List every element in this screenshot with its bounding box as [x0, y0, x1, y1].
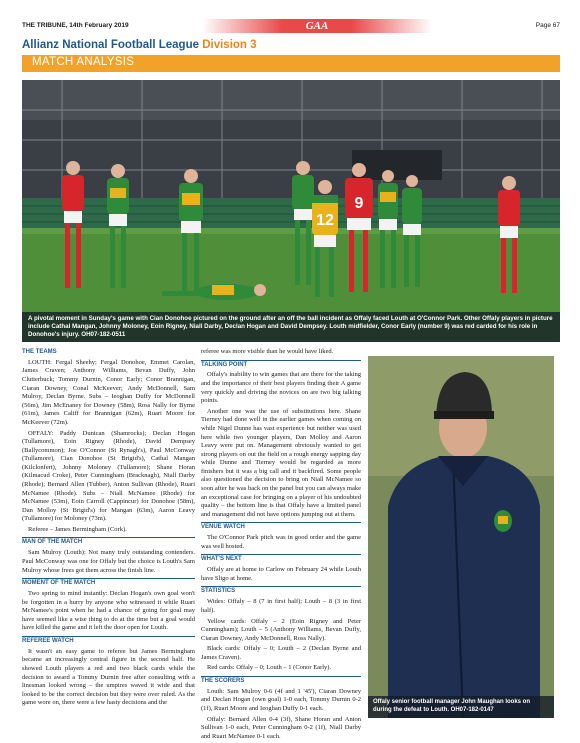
jersey-number-12: 12	[316, 212, 334, 229]
main-photo	[22, 80, 560, 342]
side-photo-illustration	[368, 356, 554, 718]
scorers-louth: Louth: Sam Mulroy 0-6 (4f and 1 '45'), Ciaran Downey and Declan Hogan (own goal) 1-0 each, Tommy Durnin 0-2 (1f), Ruari Moore and Ieoghan Duffy 0-1 each.	[201, 687, 361, 713]
moment-text: Two spring to mind instantly: Declan Hogan's own goal won't be forgotten in a hurry by anyone who witnessed it while Ruari McNamee's point when he had a chance of going for goal may have seemed like a wise thing to do at the time but a goal would have killed the game and it left the door open for Louth.	[22, 590, 195, 632]
section-banner	[22, 55, 560, 72]
column-middle	[201, 348, 361, 743]
section-label: GAA	[202, 19, 432, 33]
stats-wides: Wides: Offaly – 8 (7 in first half); Louth – 8 (3 in first half).	[201, 598, 361, 614]
section-heading-venue: VENUE WATCH	[201, 522, 361, 532]
main-photo-illustration	[22, 80, 560, 342]
continued-text: referee was more visible than he would have liked.	[201, 348, 334, 355]
stats-yellow: Yellow cards: Offaly – 2 (Eoin Rigney and Peter Cunningham); Louth – 5 (Anthony Williams, Bevan Duffy, Ciaran Downey, Andy McDonnell, Ross Nally).	[201, 617, 361, 642]
main-photo-caption: A pivotal moment in Sunday's game with Cian Donohoe pictured on the ground after an off the ball incident as Offaly faced Louth at O'Connor Park. Other Offaly players in picture include Cathal Mangan, Johnny Moloney, Eoin Rigney, Niall Darby, Declan Hogan and David Dempsey. Louth midfielder, Conor Early (number 9) was red carded for his role in Donohoe's injury. OH07-182-0511	[22, 312, 560, 342]
section-heading-motm: MAN OF THE MATCH	[22, 537, 195, 547]
referee-line: Referee – James Bermingham (Cork).	[28, 525, 127, 533]
issue-date: THE TRIBUNE, 14th February 2019	[22, 22, 129, 29]
talking-point-p2: Another one was the use of substitutions here. Shane Tierney had done well in the earlier games when coming on while Nigel Dunne has vast experience but neither was used here while two younger players, Dan Molloy and Aaron Leavy were put on. Management obviously wanted to get strong players on out the field on a rough energy sapping day while Dunne and Tierney would be regarded as more finishers but it was a big call and it backfired. Some people also questioned the decision to bring on Niall McNamee so soon after he was back on the panel but you can always make an exceptional case for bringing on a player of his undoubted quality – the bottom line is that Offaly have a limited panel and management did not have options jumping out at them.	[201, 407, 361, 518]
section-heading-referee-watch: REFEREE WATCH	[22, 636, 195, 646]
motm-text: Sam Mulroy (Louth): Not many truly outstanding contenders. Paul McConway was one for Offaly but the choice is Louth's Sam Mulroy whose frees got them across the finish line.	[22, 549, 195, 574]
side-photo-caption: Offaly senior football manager John Maughan looks on during the defeat to Louth. OH07-182-0147	[368, 696, 554, 718]
talking-point-p1: Offaly's inability to win games that are there for the taking and the importance of their best players finding their A game very quickly and driving the novices on are two big talking points.	[201, 371, 361, 405]
teams-offaly: OFFALY: Paddy Dunican (Shamrocks); Declan Hogan (Tullamore), Eoin Rigney (Rhode), David Dempsey (Ballycommon); Joe O'Connor (St Rynagh's), Paul McConway (Tullamore), Cian Donohoe (St Brigid's), Cathal Mangan (Kilclonfert), Johnny Moloney (Tullamore); Shane Horan (Kilmacud Croke), Peter Cunningham (Bracknagh), Niall Darby (Rhode); Bernard Allen (Tubber), Anton Sullivan (Rhode), Ruari McNamee (Rhode). Subs – Niall McNamee (Rhode) for McNamee (53m), Eoin Carroll (Cappincur) for Donohoe (58m), Dan Molloy (St Brigid's) for Mangan (63m), Aaron Leavy (Tullamore) for Moloney (73m).	[22, 429, 195, 523]
league-name: Allianz National Football League	[22, 39, 199, 51]
section-heading-moment: MOMENT OF THE MATCH	[22, 578, 195, 588]
stats-black: Black cards: Offaly – 0; Louth – 2 (Declan Byrne and James Craven).	[201, 645, 361, 661]
venue-text: The O'Connor Park pitch was in good order and the game was well hosted.	[201, 534, 361, 550]
side-photo	[368, 356, 554, 718]
section-heading-statistics: STATISTICS	[201, 586, 361, 596]
banner-title: MATCH ANALYSIS	[32, 56, 135, 68]
scorers-offaly: Offaly: Bernard Allen 0-4 (3f), Shane Horan and Anton Sullivan 1-0 each, Peter Cunningham 0-2 (1f), Niall Darby and Ruari McNamee 0-1 each.	[201, 715, 361, 740]
jersey-number-9: 9	[354, 195, 364, 212]
section-heading-whats-next: WHAT'S NEXT	[201, 554, 361, 564]
teams-louth: LOUTH: Fergal Sheehy; Fergal Donohoe, Emmet Carolan, James Craven; Anthony Williams, Bevan Duffy, John Clutterbuck; Tommy Durnin, Conor Early; Conor Brannigan, Ciaran Downey, Conal McKeever; Andy McDonnell, Sam Mulroy, Declan Byrne. Subs – Ieoghan Duffy for McDonnell (56m), Jim McEnaney for Downey (58m), Ross Nally for Byrne (61m), James Califf for Brannigan (62m), Ruari Moore for McKeever (72m).	[22, 358, 195, 426]
section-heading-scorers: THE SCORERS	[201, 676, 361, 686]
column-left	[22, 348, 195, 710]
page-number: Page 67	[535, 22, 560, 29]
stats-red: Red cards: Offaly – 0; Louth – 1 (Conor Early).	[207, 664, 332, 672]
whats-next-text: Offaly are at home to Carlow on February 24 while Louth have Sligo at home.	[201, 566, 361, 582]
league-division: Division 3	[202, 39, 257, 51]
page-header	[22, 20, 560, 34]
section-heading-talking-point: TALKING POINT	[201, 360, 361, 370]
league-title	[22, 39, 257, 51]
section-heading-teams: THE TEAMS	[22, 349, 57, 355]
referee-watch-text: It wasn't an easy game to referee but James Bermingham became an increasingly central figure in the second half. He showed Louth players a red and two black cards while the decision to award a Tommy Durnin free after consulting with a linesman looked wrong – the umpires waved it wide and that looked to be the correct decision but they were over ruled. As the game wore on, there were a few hasty decisions and the	[22, 647, 195, 707]
